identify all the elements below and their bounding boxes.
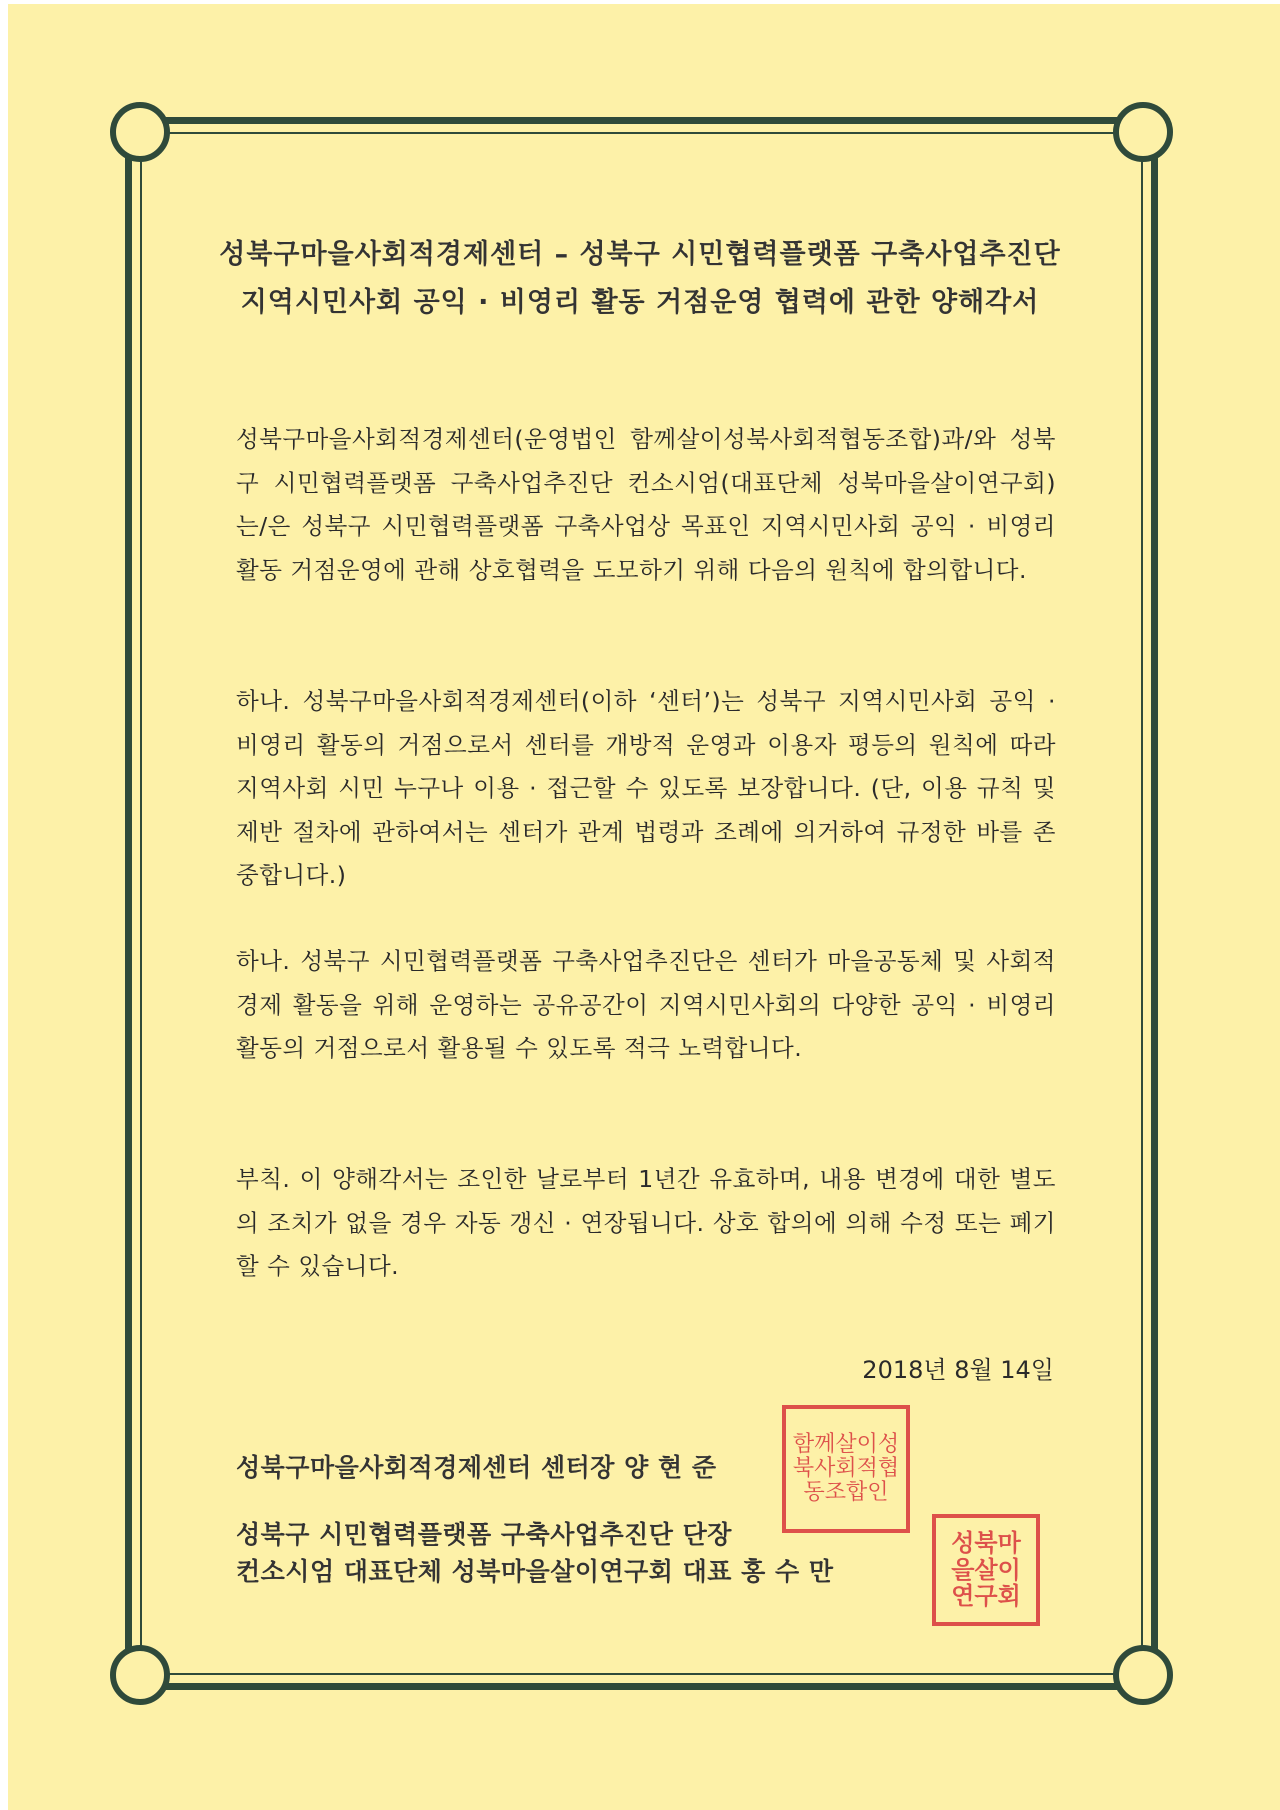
signature-center-director: 성북구마을사회적경제센터 센터장 양 현 준 xyxy=(236,1453,717,1482)
document-title-line2: 지역시민사회 공익 · 비영리 활동 거점운영 협력에 관한 양해각서 xyxy=(240,287,1040,318)
corner-ornament-icon xyxy=(110,1645,170,1705)
decorative-frame-inner xyxy=(140,132,1143,1675)
signature-consortium-rep: 컨소시엄 대표단체 성북마을살이연구회 대표 홍 수 만 xyxy=(236,1557,834,1586)
article-1-paragraph: 하나. 성북구마을사회적경제센터(이하 ‘센터’)는 성북구 지역시민사회 공익 · 비영리 활동의 거점으로서 센터를 개방적 운영과 이용자 평등의 원칙에 따라 지역사회 시민 누구나 이용 · 접근할 수 있도록 보장합니다. (단, 이용 규칙 및 제반 절차에 관하여서는 센터가 관계 법령과 조례에 의거하여 규정한 바를 존중합니다.) xyxy=(236,687,1056,889)
corner-ornament-icon xyxy=(110,102,170,162)
red-seal-stamp-research-group: 성북마을살이연구회 xyxy=(932,1514,1040,1626)
article-2-paragraph: 하나. 성북구 시민협력플랫폼 구축사업추진단은 센터가 마을공동체 및 사회적경제 활동을 위해 운영하는 공유공간이 지역시민사회의 다양한 공익 · 비영리 활동의 거점으로서 활용될 수 있도록 적극 노력합니다. xyxy=(236,947,1056,1062)
supplementary-paragraph: 부칙. 이 양해각서는 조인한 날로부터 1년간 유효하며, 내용 변경에 대한 별도의 조치가 없을 경우 자동 갱신 · 연장됩니다. 상호 합의에 의해 수정 또는 폐기할 수 있습니다. xyxy=(236,1165,1056,1280)
intro-paragraph: 성북구마을사회적경제센터(운영법인 함께살이성북사회적협동조합)과/와 성북구 시민협력플랫폼 구축사업추진단 컨소시엄(대표단체 성북마을살이연구회)는/은 성북구 시민협력플랫폼 구축사업상 목표인 지역시민사회 공익 · 비영리 활동 거점운영에 관해 상호협력을 도모하기 위해 다음의 원칙에 합의합니다. xyxy=(236,425,1056,584)
document-title-line1: 성북구마을사회적경제센터 – 성북구 시민협력플랫폼 구축사업추진단 xyxy=(219,239,1061,270)
corner-ornament-icon xyxy=(1113,1645,1173,1705)
signature-platform-head: 성북구 시민협력플랫폼 구축사업추진단 단장 xyxy=(236,1520,732,1549)
signing-date: 2018년 8월 14일 xyxy=(862,1356,1054,1384)
corner-ornament-icon xyxy=(1113,102,1173,162)
red-seal-stamp-center: 함께살이성북사회적협동조합인 xyxy=(782,1405,910,1533)
